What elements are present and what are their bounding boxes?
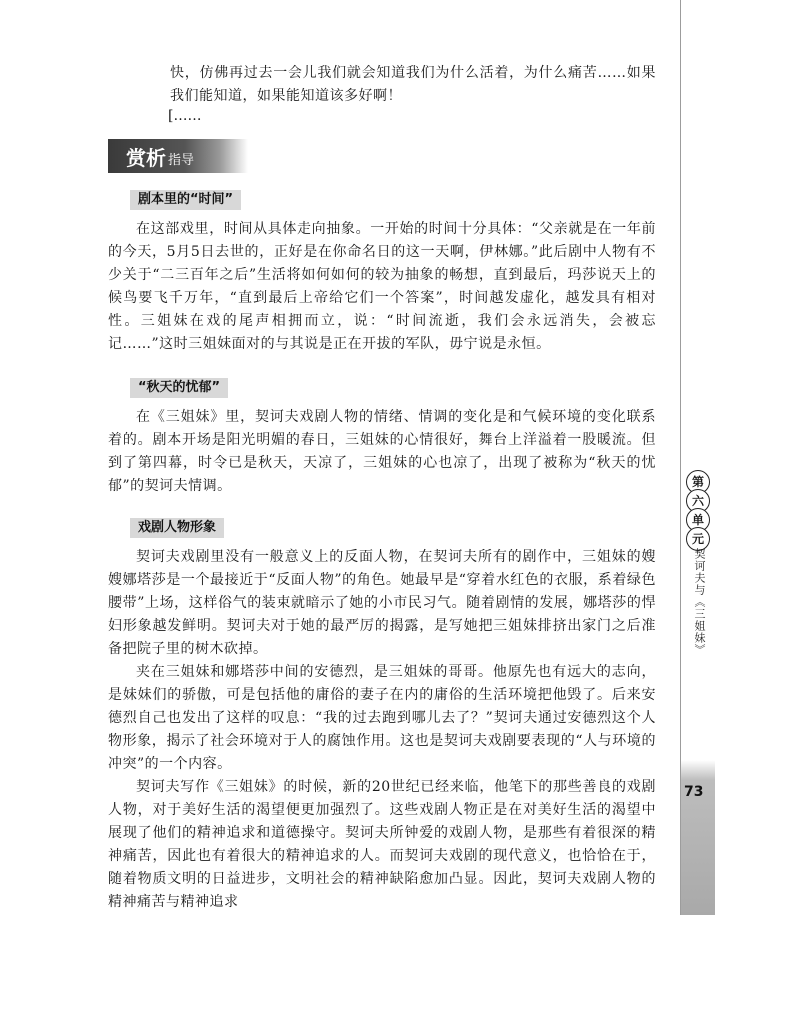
section-heading-time: 剧本里的“时间” — [130, 190, 241, 210]
section-body-time — [108, 218, 656, 356]
lead-paragraph-block — [170, 62, 656, 108]
unit-badge-char: 单 — [686, 508, 710, 532]
unit-badge-char: 六 — [686, 489, 710, 513]
margin-tab-bar — [680, 0, 715, 915]
banner-sub-label: 指导 — [168, 153, 195, 168]
section-banner — [108, 139, 248, 173]
unit-badge-char: 第 — [686, 470, 710, 494]
body-paragraph: 夹在三姐妹和娜塔莎中间的安德烈，是三姐妹的哥哥。他原先也有远大的志向，是妹妹们的骄傲，可是包括他的庸俗的妻子在内的庸俗的生活环境把他毁了。后来安德烈自己也发出了这样的叹息：“我的过去跑到哪儿去了？”契诃夫通过安德烈这个人物形象，揭示了社会环境对于人的腐蚀作用。这也是契诃夫戏剧要表现的“人与环境的冲突”的一个内容。 — [108, 664, 656, 772]
unit-badge-char: 元 — [686, 527, 710, 551]
banner-main-label: 赏析 — [126, 146, 166, 170]
section-body-autumn — [108, 406, 656, 498]
section-heading-characters: 戏剧人物形象 — [130, 518, 224, 538]
chapter-side-title: 契诃夫与《三姐妹》 — [693, 548, 706, 656]
lead-paragraph: 快，仿佛再过去一会儿我们就会知道我们为什么活着，为什么痛苦……如果我们能知道，如果能知道该多好啊！ — [170, 65, 656, 104]
body-paragraph: 契诃夫写作《三姐妹》的时候，新的20世纪已经来临，他笔下的那些善良的戏剧人物，对于美好生活的渴望便更加强烈了。这些戏剧人物正是在对美好生活的渴望中展现了他们的精神追求和道德操守。契诃夫所钟爱的戏剧人物，是那些有着很深的精神痛苦，因此也有着很大的精神追求的人。而契诃夫戏剧的现代意义，也恰恰在于，随着物质文明的日益进步，文明社会的精神缺陷愈加凸显。因此，契诃夫戏剧人物的精神痛苦与精神追求 — [108, 779, 656, 910]
body-paragraph: 在这部戏里，时间从具体走向抽象。一开始的时间十分具体：“父亲就是在一年前的今天，5月5日去世的，正好是在你命名日的这一天啊，伊林娜。”此后剧中人物有不少关于“二三百年之后”生活将如何如何的较为抽象的畅想，直到最后，玛莎说天上的候鸟要飞千万年，“直到最后上帝给它们一个答案”，时间越发虚化，越发具有相对性。三姐妹在戏的尾声相拥而立，说：“时间流逝，我们会永远消失，会被忘记……”这时三姐妹面对的与其说是正在开拔的军队，毋宁说是永恒。 — [108, 221, 656, 352]
body-paragraph: 契诃夫戏剧里没有一般意义上的反面人物，在契诃夫所有的剧作中，三姐妹的嫂嫂娜塔莎是一个最接近于“反面人物”的角色。她最早是“穿着水红色的衣服，系着绿色腰带”上场，这样俗气的装束就暗示了她的小市民习气。随着剧情的发展，娜塔莎的悍妇形象越发鲜明。契诃夫对于她的最严厉的揭露，是写她把三姐妹排挤出家门之后准备把院子里的树木砍掉。 — [108, 549, 656, 657]
section-body-characters — [108, 546, 656, 914]
section-heading-autumn: “秋天的忧郁” — [130, 378, 228, 398]
page-number: 73 — [684, 784, 704, 800]
lead-ellipsis: […… — [168, 108, 202, 124]
body-paragraph: 在《三姐妹》里，契诃夫戏剧人物的情绪、情调的变化是和气候环境的变化联系着的。剧本开场是阳光明媚的春日，三姐妹的心情很好，舞台上洋溢着一股暖流。但到了第四幕，时令已是秋天，天凉了，三姐妹的心也凉了，出现了被称为“秋天的忧郁”的契诃夫情调。 — [108, 409, 656, 494]
